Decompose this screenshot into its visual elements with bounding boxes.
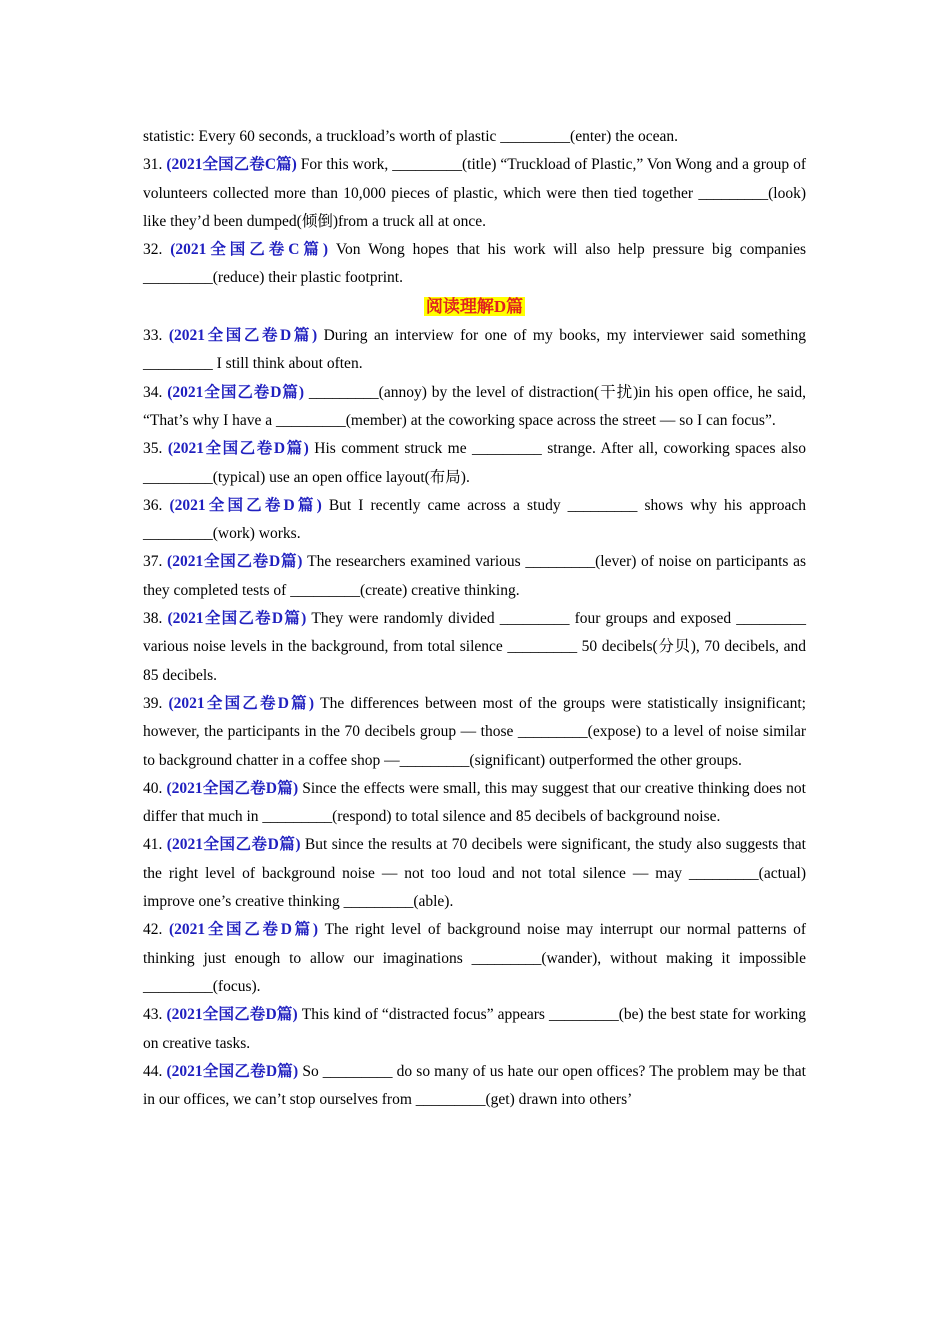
question-number: 40. [143, 779, 167, 797]
source-tag: (2021全国乙卷C篇) [170, 241, 328, 259]
source-tag: (2021全国乙卷D篇) [166, 1062, 299, 1080]
question-text: But I recently came across a study _________ shows why his approach _________(work) works. [143, 496, 806, 543]
question-number: 33. [143, 327, 169, 345]
question-text: For this work, _________(title) “Truckload of Plastic,” Von Wong and a group of volunteers collected more than 10,000 pieces of plastic, which were then tied together _________(look) like they’d been dumped(倾倒)from a truck all at once. [143, 156, 806, 230]
question-text: So _________ do so many of us hate our open offices? The problem may be that in our offices, we can’t stop ourselves from _________(get) drawn into others’ [143, 1062, 806, 1109]
document-page [143, 123, 806, 1114]
question-33 [143, 322, 806, 379]
question-number: 41. [143, 836, 167, 854]
section-c-questions [143, 151, 806, 292]
question-40 [143, 775, 806, 832]
question-34 [143, 379, 806, 436]
question-number: 35. [143, 440, 168, 458]
question-text: Von Wong hopes that his work will also help pressure big companies _________(reduce) their plastic footprint. [143, 241, 806, 287]
source-tag: (2021全国乙卷D篇) [166, 779, 299, 797]
source-tag: (2021全国乙卷D篇) [167, 610, 307, 628]
source-tag: (2021全国乙卷D篇) [166, 1006, 298, 1024]
question-number: 36. [143, 496, 170, 514]
question-32 [143, 236, 806, 293]
question-42 [143, 916, 806, 1001]
question-text: _________(annoy) by the level of distraction(干扰)in his open office, he said, “That’s why I have a _________(member) at the coworking space across the street — so I can focus”. [143, 383, 807, 429]
question-text: His comment struck me _________ strange. After all, coworking spaces also _________(typical) use an open office layout(布局). [143, 440, 806, 486]
source-tag: (2021全国乙卷D篇) [167, 383, 305, 401]
question-text: During an interview for one of my books, my interviewer said something _________ I still think about often. [143, 327, 806, 373]
question-number: 42. [143, 921, 169, 939]
question-36 [143, 492, 806, 549]
source-tag: (2021全国乙卷D篇) [168, 327, 318, 345]
source-tag: (2021全国乙卷D篇) [168, 694, 315, 712]
question-text: The researchers examined various _________(lever) of noise on participants as they completed tests of _________(create) creative thinking. [143, 553, 806, 599]
section-heading [143, 293, 806, 322]
question-number: 39. [143, 694, 169, 712]
question-text: But since the results at 70 decibels were significant, the study also suggests that the right level of background noise — not too loud and not total silence — may _________(actual) improve one’s creative thinking _________(able). [143, 836, 806, 911]
question-35 [143, 435, 806, 492]
question-number: 38. [143, 610, 168, 628]
question-31 [143, 151, 806, 236]
section-heading-label: 阅读理解D篇 [425, 296, 524, 316]
source-tag: (2021全国乙卷D篇) [168, 921, 318, 939]
question-43 [143, 1001, 806, 1058]
intro-line: statistic: Every 60 seconds, a truckload’s worth of plastic _________(enter) the ocean. [143, 128, 679, 145]
question-number: 34. [143, 383, 168, 401]
source-tag: (2021全国乙卷D篇) [166, 836, 301, 854]
question-number: 37. [143, 553, 168, 571]
question-37 [143, 548, 806, 605]
source-tag: (2021全国乙卷D篇) [169, 496, 322, 514]
question-number: 31. [143, 156, 167, 174]
question-44 [143, 1058, 806, 1115]
question-text: They were randomly divided _________ four groups and exposed _________ various noise levels in the background, from total silence _________ 50 decibels(分贝), 70 decibels, and 85 decibels. [143, 610, 807, 684]
question-41 [143, 831, 806, 916]
question-number: 32. [143, 241, 171, 259]
question-number: 43. [143, 1006, 167, 1024]
question-38 [143, 605, 806, 690]
question-39 [143, 690, 806, 775]
question-text: Since the effects were small, this may suggest that our creative thinking does not differ that much in _________(respond) to total silence and 85 decibels of background noise. [143, 779, 806, 826]
section-d-questions [143, 322, 806, 1114]
source-tag: (2021全国乙卷D篇) [167, 440, 309, 458]
question-text: This kind of “distracted focus” appears _________(be) the best state for working on creative tasks. [143, 1006, 807, 1052]
source-tag: (2021全国乙卷D篇) [167, 553, 303, 571]
question-text: The differences between most of the groups were statistically insignificant; however, the participants in the 70 decibels group — those _________(expose) to a level of noise similar to background chatter in a coffee shop —_________(significant) outperformed the other groups. [143, 694, 806, 769]
question-text: The right level of background noise may interrupt our normal patterns of thinking just enough to allow our imaginations _________(wander), without making it impossible _________(focus). [143, 921, 806, 995]
source-tag: (2021全国乙卷C篇) [166, 156, 297, 174]
question-number: 44. [143, 1062, 167, 1080]
